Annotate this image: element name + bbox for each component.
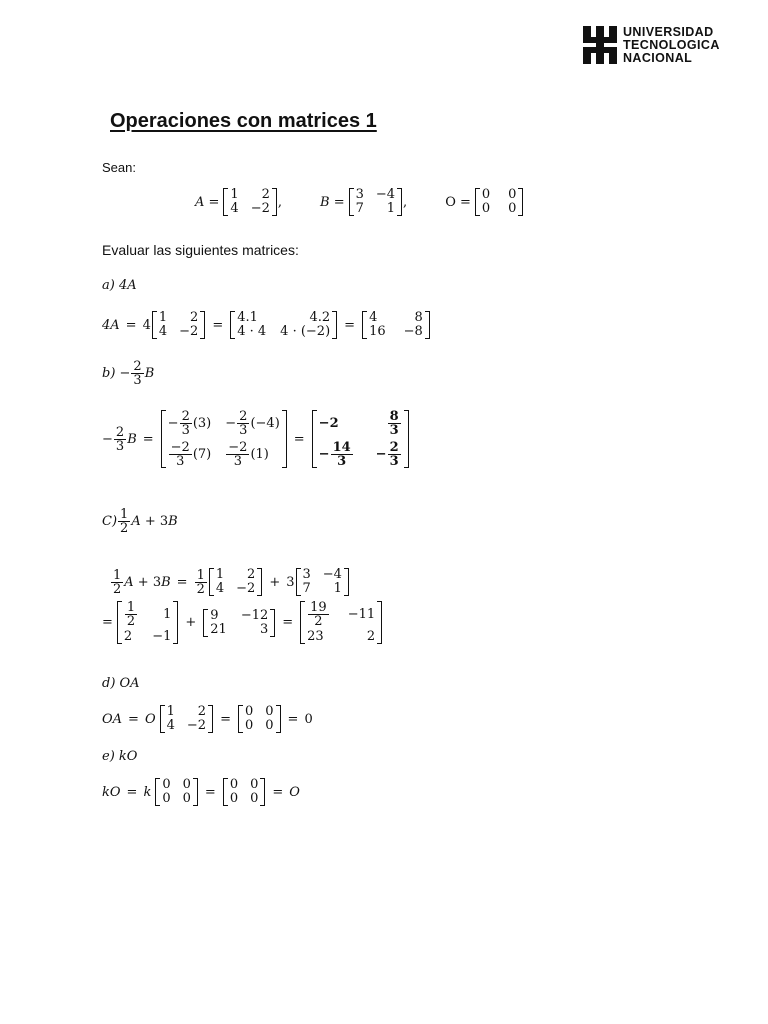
matrix-o-cell: 0 bbox=[508, 187, 517, 202]
item-c-line-1: $\frac{1}{2}$ A + 3 B = $\frac{1}{2}$ 1 2 4 −2 + 3 3 −4 7 1 bbox=[110, 568, 350, 596]
item-c-label: C) bbox=[102, 514, 118, 529]
b-def-label: B = bbox=[320, 194, 345, 210]
logo-line-3: NACIONAL bbox=[623, 51, 693, 65]
matrix-a bbox=[223, 188, 276, 216]
matrix-b-cell: −4 bbox=[375, 187, 396, 202]
matrix-a-cell: −2 bbox=[250, 201, 270, 216]
definitions-row: A = 1 2 4 −2 , B = 3 −4 7 1 , O = 0 0 0 0 bbox=[195, 188, 524, 216]
item-c-heading: C) $\frac{1}{2}$ A + 3 B bbox=[102, 507, 178, 536]
matrix-b bbox=[349, 188, 402, 216]
item-e-solution: kO = k 0 0 0 0 = 0 0 0 0 = O bbox=[102, 777, 300, 806]
matrix-a-cell: 1 bbox=[230, 187, 239, 202]
intro-text: Sean: bbox=[102, 160, 136, 175]
item-e-heading: e) kO bbox=[102, 749, 138, 764]
utn-logo-icon bbox=[583, 26, 617, 64]
matrix-o-cell: 0 bbox=[508, 201, 517, 216]
o-def-label: O = bbox=[445, 194, 471, 210]
item-b-solution: − $\frac{2}{3}$ B = − $\frac{2}{3}$ (3) − $\frac{2}{3}$ (−4) $\frac{-2}{3}$ (7) $\frac{-2}{3}$ (1) = −2 $\frac{8}{3}$ − $\frac{14}{3}$ − $\frac{2}{3}$ bbox=[102, 410, 410, 468]
item-d-heading: d) OA bbox=[102, 676, 140, 691]
a-def-label: A = bbox=[195, 194, 220, 210]
logo-line-1: UNIVERSIDAD bbox=[623, 25, 714, 39]
matrix-b-cell: 7 bbox=[355, 201, 364, 216]
matrix-o-cell: 0 bbox=[481, 201, 491, 216]
matrix-b-cell: 1 bbox=[386, 201, 396, 216]
matrix-o-cell: 0 bbox=[481, 187, 491, 202]
item-c-line-2: = $\frac{1}{2}$ 1 2 −1 + 9 −12 21 3 = $\frac{19}{2}$ −11 23 2 bbox=[102, 601, 383, 644]
item-a-solution: 4A = 4 1 2 4 −2 = 4.1 4.2 4 · 4 4 · (−2) = 4 8 16 −8 bbox=[102, 311, 431, 339]
page-title: Operaciones con matrices 1 bbox=[110, 110, 377, 132]
item-d-solution: OA = O 1 2 4 −2 = 0 0 0 0 = 0 bbox=[102, 704, 313, 733]
item-a-heading: a) 4A bbox=[102, 278, 137, 293]
logo-line-2: TECNOLOGICA bbox=[623, 38, 720, 52]
logo-text bbox=[623, 26, 720, 65]
matrix-o bbox=[475, 188, 524, 216]
matrix-b-cell: 3 bbox=[355, 187, 364, 202]
instruction-text: Evaluar las siguientes matrices: bbox=[102, 242, 299, 258]
matrix-a-cell: 4 bbox=[230, 201, 239, 216]
item-b-label: b) − bbox=[102, 366, 131, 381]
item-b-heading: b) − $\frac{2}{3}$ B bbox=[102, 359, 155, 388]
utn-logo bbox=[583, 26, 720, 65]
matrix-a-cell: 2 bbox=[261, 187, 270, 202]
